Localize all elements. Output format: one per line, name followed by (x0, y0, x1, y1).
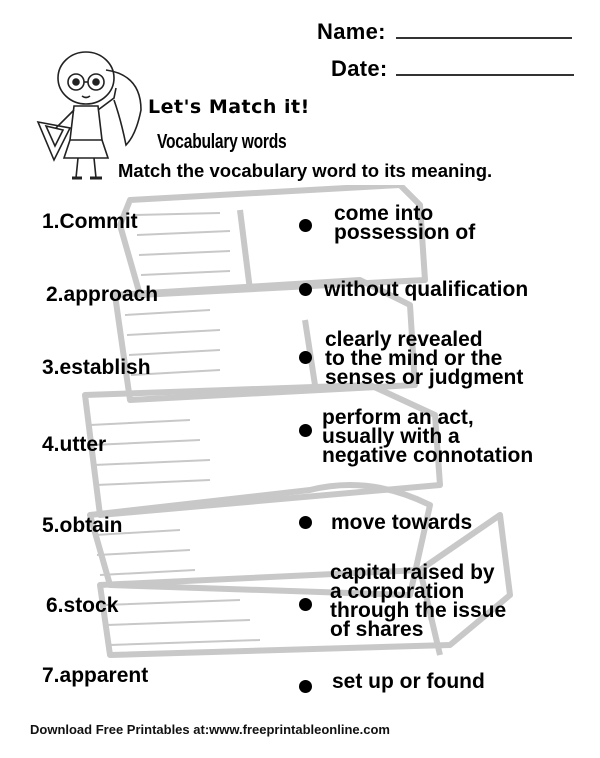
name-blank-line[interactable] (396, 37, 572, 39)
match-dot-3[interactable] (299, 351, 312, 364)
match-dot-5[interactable] (299, 516, 312, 529)
name-label: Name: (317, 19, 386, 44)
instructions: Match the vocabulary word to its meaning. (118, 160, 493, 181)
definition-2 (324, 280, 528, 299)
definition-line: usually with a (322, 425, 460, 448)
name-field[interactable] (317, 19, 572, 45)
worksheet-title: Let's Match it! (148, 96, 310, 118)
definition-line: capital raised by (330, 561, 495, 584)
definition-line: to the mind or the (325, 347, 503, 370)
vocab-word-3: 3.establish (42, 356, 151, 379)
definition-line: without qualification (324, 278, 529, 301)
footer-download-link[interactable]: Download Free Printables at:www.freeprintableonline.com (30, 722, 390, 737)
definition-4 (322, 408, 533, 465)
definition-line: negative connotation (322, 444, 534, 467)
definition-line: move towards (331, 511, 473, 534)
match-dot-1[interactable] (299, 219, 312, 232)
match-dot-6[interactable] (299, 598, 312, 611)
match-dot-7[interactable] (299, 680, 312, 693)
definition-6 (330, 563, 506, 639)
definition-1 (334, 204, 475, 242)
definition-line: of shares (330, 618, 424, 641)
vocab-word-4: 4.utter (42, 433, 107, 456)
vocab-word-2: 2.approach (46, 283, 159, 306)
definition-line: possession of (334, 221, 476, 244)
vocab-word-1: 1.Commit (42, 210, 138, 233)
date-label: Date: (331, 56, 388, 81)
definition-7 (332, 672, 485, 691)
definition-5 (331, 513, 472, 532)
definition-line: a corporation (330, 580, 465, 603)
definition-line: senses or judgment (325, 366, 524, 389)
match-dot-4[interactable] (299, 424, 312, 437)
definition-line: set up or found (332, 670, 485, 693)
vocab-word-7: 7.apparent (42, 664, 149, 687)
worksheet-subtitle: Vocabulary words (157, 131, 287, 153)
definition-line: clearly revealed (325, 328, 483, 351)
definition-line: perform an act, (322, 406, 474, 429)
definition-line: through the issue (330, 599, 507, 622)
match-dot-2[interactable] (299, 283, 312, 296)
vocab-word-6: 6.stock (46, 594, 119, 617)
vocab-word-5: 5.obtain (42, 514, 123, 537)
date-field[interactable] (331, 56, 574, 82)
definition-3 (325, 330, 523, 387)
date-blank-line[interactable] (396, 74, 574, 76)
definition-line: come into (334, 202, 434, 225)
